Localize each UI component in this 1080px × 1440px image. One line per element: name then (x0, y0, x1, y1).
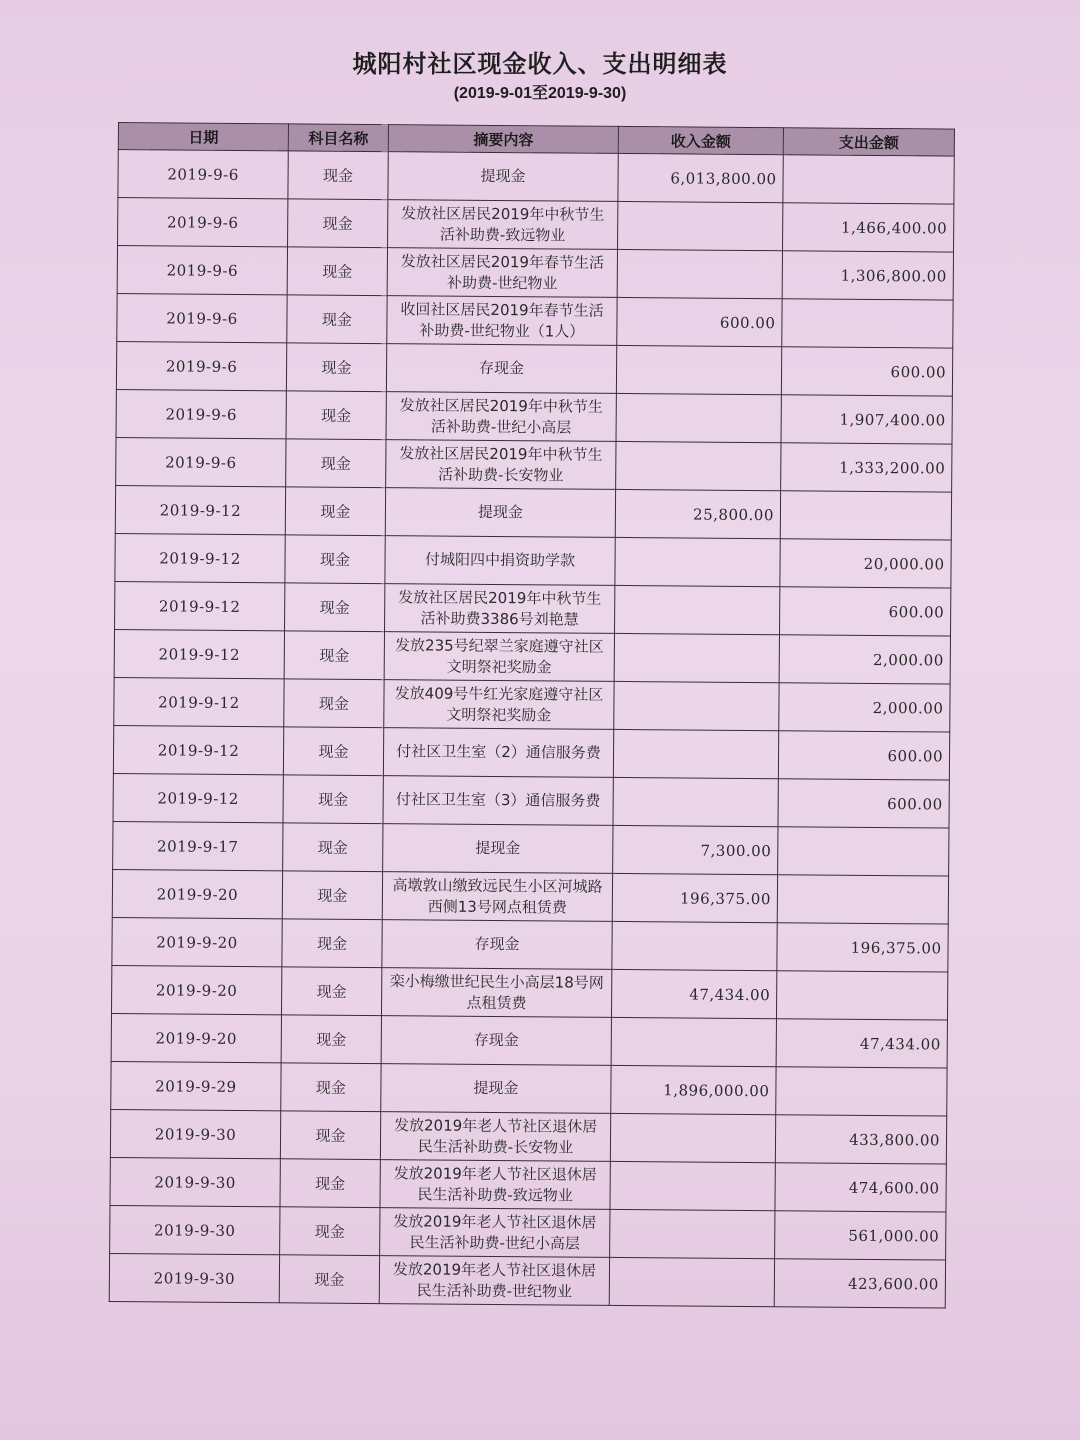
cell-summary: 提现金 (383, 824, 613, 874)
cell-summary: 提现金 (388, 152, 618, 202)
table-row (117, 246, 953, 301)
cell-summary: 发放2019年老人节社区退休居民生活补助费-世纪小高层 (380, 1208, 610, 1258)
cell-income (613, 729, 778, 778)
cell-income (610, 1113, 775, 1162)
header-expense: 支出金额 (783, 128, 954, 156)
cell-summary: 发放2019年老人节社区退休居民生活补助费-致远物业 (380, 1160, 610, 1210)
cell-subject: 现金 (283, 727, 383, 776)
cell-income: 1,896,000.00 (611, 1065, 776, 1114)
table-body (109, 150, 954, 1309)
cell-summary: 高墩敦山缴致远民生小区河城路西侧13号网点租赁费 (382, 872, 612, 922)
cell-summary: 发放235号纪翠兰家庭遵守社区文明祭祀奖励金 (384, 632, 614, 682)
cell-summary: 发放社区居民2019年中秋节生活补助费3386号刘艳慧 (385, 584, 615, 634)
header-income: 收入金额 (618, 126, 783, 154)
cash-ledger-table (109, 122, 955, 1309)
table-row (115, 533, 951, 588)
cell-subject: 现金 (281, 1063, 381, 1112)
cell-subject: 现金 (285, 535, 385, 584)
cell-date: 2019-9-30 (110, 1109, 280, 1158)
table-row (111, 1013, 947, 1068)
table-row (116, 389, 952, 444)
cell-expense: 561,000.00 (775, 1211, 946, 1260)
cell-subject: 现金 (288, 151, 388, 200)
cell-summary: 发放409号牛红光家庭遵守社区文明祭祀奖励金 (384, 680, 614, 730)
cell-date: 2019-9-30 (110, 1157, 280, 1206)
cell-subject: 现金 (285, 487, 385, 536)
table-row (118, 150, 954, 205)
table-row (110, 1205, 946, 1260)
cell-subject: 现金 (279, 1255, 379, 1304)
cell-date: 2019-9-6 (116, 389, 286, 438)
cell-date: 2019-9-6 (117, 293, 287, 342)
cell-expense: 600.00 (781, 347, 952, 396)
cell-summary: 提现金 (385, 488, 615, 538)
cell-subject: 现金 (283, 823, 383, 872)
cell-summary: 付社区卫生室（2）通信服务费 (383, 728, 613, 778)
table-row (116, 437, 952, 492)
cell-summary: 收回社区居民2019年春节生活补助费-世纪物业（1人） (387, 296, 617, 346)
cell-summary: 发放2019年老人节社区退休居民生活补助费-长安物业 (380, 1112, 610, 1162)
table-row (113, 773, 949, 828)
cell-expense: 20,000.00 (780, 539, 951, 588)
cell-income (613, 777, 778, 826)
cell-date: 2019-9-6 (117, 246, 287, 295)
cell-summary: 发放2019年老人节社区退休居民生活补助费-世纪物业 (379, 1256, 609, 1306)
cell-date: 2019-9-6 (118, 198, 288, 247)
cell-subject: 现金 (284, 631, 384, 680)
cell-date: 2019-9-20 (112, 917, 282, 966)
cell-income (614, 633, 779, 682)
cell-expense: 1,907,400.00 (781, 395, 952, 444)
table-row (114, 677, 950, 732)
cell-expense: 600.00 (779, 587, 950, 636)
cell-summary: 存现金 (381, 1016, 611, 1066)
cell-expense: 600.00 (778, 779, 949, 828)
table-row (113, 725, 949, 780)
cell-expense: 1,333,200.00 (781, 443, 952, 492)
cell-income (616, 345, 781, 394)
cell-income (612, 921, 777, 970)
cell-summary: 发放社区居民2019年中秋节生活补助费-长安物业 (386, 440, 616, 490)
cell-expense: 423,600.00 (774, 1259, 945, 1308)
cell-income (610, 1209, 775, 1258)
cell-date: 2019-9-12 (115, 581, 285, 630)
cell-date: 2019-9-29 (111, 1061, 281, 1110)
cell-expense: 1,306,800.00 (782, 251, 953, 300)
cell-summary: 付社区卫生室（3）通信服务费 (383, 776, 613, 826)
cell-subject: 现金 (280, 1159, 380, 1208)
cell-income: 6,013,800.00 (618, 153, 783, 202)
cell-income: 7,300.00 (613, 825, 778, 874)
cell-income: 600.00 (617, 297, 782, 346)
cell-income: 196,375.00 (612, 873, 777, 922)
cell-summary: 存现金 (386, 344, 616, 394)
table-row (117, 293, 953, 348)
cell-income (615, 537, 780, 586)
table-row (115, 485, 951, 540)
cell-subject: 现金 (288, 199, 388, 248)
table-row (110, 1109, 946, 1164)
cell-subject: 现金 (281, 967, 381, 1016)
cell-subject: 现金 (282, 919, 382, 968)
cell-subject: 现金 (286, 391, 386, 440)
cell-expense: 47,434.00 (776, 1019, 947, 1068)
cell-summary: 付城阳四中捐资助学款 (385, 536, 615, 586)
cell-date: 2019-9-12 (114, 677, 284, 726)
cell-income (614, 585, 779, 634)
cell-subject: 现金 (285, 583, 385, 632)
table-row (112, 869, 948, 924)
cell-summary: 发放社区居民2019年春节生活补助费-世纪物业 (387, 248, 617, 298)
cell-date: 2019-9-6 (118, 150, 288, 199)
cell-date: 2019-9-12 (115, 485, 285, 534)
cell-income (616, 393, 781, 442)
table-row (111, 965, 947, 1020)
cell-expense (776, 971, 947, 1020)
cell-summary: 发放社区居民2019年中秋节生活补助费-世纪小高层 (386, 392, 616, 442)
table-row (110, 1157, 946, 1212)
cell-expense (777, 875, 948, 924)
cell-expense: 2,000.00 (779, 683, 950, 732)
cell-subject: 现金 (287, 295, 387, 344)
cell-date: 2019-9-6 (116, 341, 286, 390)
cell-subject: 现金 (280, 1207, 380, 1256)
table-row (114, 629, 950, 684)
cell-date: 2019-9-30 (109, 1253, 279, 1302)
cell-expense: 600.00 (778, 731, 949, 780)
cell-date: 2019-9-12 (115, 533, 285, 582)
cell-expense (783, 155, 954, 204)
cell-subject: 现金 (286, 439, 386, 488)
cell-expense (780, 491, 951, 540)
cell-date: 2019-9-20 (112, 869, 282, 918)
cell-subject: 现金 (280, 1111, 380, 1160)
header-date: 日期 (118, 123, 288, 151)
header-summary: 摘要内容 (388, 125, 618, 154)
cell-date: 2019-9-6 (116, 437, 286, 486)
table-row (118, 198, 954, 253)
cell-subject: 现金 (281, 1015, 381, 1064)
table-row (115, 581, 951, 636)
cell-income (617, 249, 782, 298)
cell-income (618, 201, 783, 250)
cell-expense (776, 1067, 947, 1116)
cell-income (610, 1161, 775, 1210)
cell-subject: 现金 (286, 343, 386, 392)
cell-subject: 现金 (287, 247, 387, 296)
cell-expense (782, 299, 953, 348)
cell-subject: 现金 (282, 871, 382, 920)
cell-date: 2019-9-17 (113, 821, 283, 870)
cell-expense: 196,375.00 (777, 923, 948, 972)
table-row (109, 1253, 945, 1308)
cell-income (609, 1257, 774, 1306)
cell-income (614, 681, 779, 730)
cell-expense: 1,466,400.00 (783, 203, 954, 252)
cell-income: 47,434.00 (611, 969, 776, 1018)
cell-date: 2019-9-20 (111, 965, 281, 1014)
cell-expense: 433,800.00 (775, 1115, 946, 1164)
cell-subject: 现金 (284, 679, 384, 728)
cell-subject: 现金 (283, 775, 383, 824)
cell-expense (778, 827, 949, 876)
cell-income (611, 1017, 776, 1066)
cell-income: 25,800.00 (615, 489, 780, 538)
table-row (111, 1061, 947, 1116)
table-row (116, 341, 952, 396)
cell-summary: 发放社区居民2019年中秋节生活补助费-致远物业 (388, 200, 618, 250)
cell-summary: 提现金 (381, 1064, 611, 1114)
cell-date: 2019-9-12 (113, 725, 283, 774)
cell-income (616, 441, 781, 490)
table-row (112, 917, 948, 972)
cell-expense: 2,000.00 (779, 635, 950, 684)
cell-summary: 存现金 (382, 920, 612, 970)
cell-date: 2019-9-20 (111, 1013, 281, 1062)
header-subject: 科目名称 (288, 124, 388, 152)
document-title: 城阳村社区现金收入、支出明细表 (352, 50, 728, 78)
cell-summary: 栾小梅缴世纪民生小高层18号网点租赁费 (381, 968, 611, 1018)
cell-date: 2019-9-30 (110, 1205, 280, 1254)
cell-expense: 474,600.00 (775, 1163, 946, 1212)
document-date-range: (2019-9-01至2019-9-30) (453, 85, 627, 102)
table-row (113, 821, 949, 876)
cell-date: 2019-9-12 (114, 629, 284, 678)
cell-date: 2019-9-12 (113, 773, 283, 822)
